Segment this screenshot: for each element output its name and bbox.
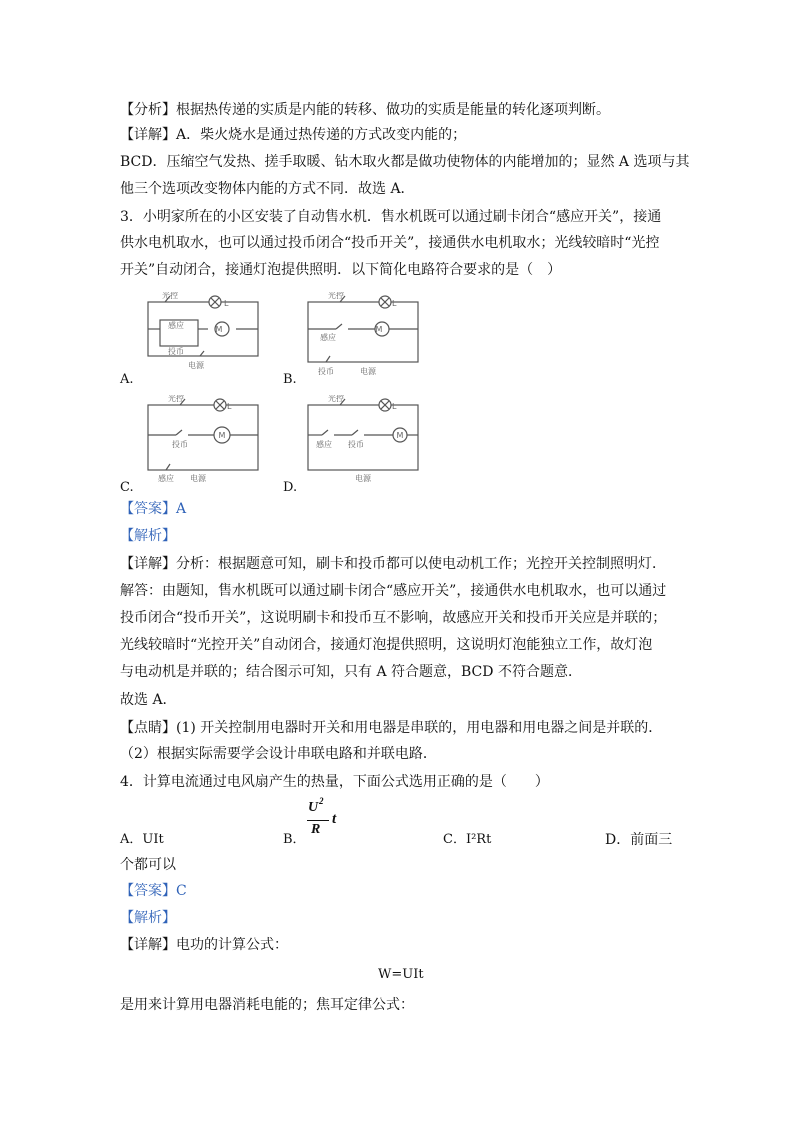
question-3-line: 开关”自动闭合，接通灯泡提供照明．以下简化电路符合要求的是（ ） — [120, 262, 562, 278]
detail-line: 光线较暗时“光控开关”自动闭合，接通灯泡提供照明，这说明灯泡能独立工作，故灯泡 — [120, 637, 653, 653]
analysis-label: 【解析】 — [120, 910, 176, 926]
fraction-u2-over-r-t — [307, 796, 347, 840]
circuit-diagram-d — [300, 395, 430, 485]
option-d: D. — [283, 480, 298, 495]
lamp-label: L — [224, 299, 229, 308]
fraction-denominator: R — [311, 822, 321, 837]
text-line: 他三个选项改变物体内能的方式不同．故选 A． — [120, 181, 415, 197]
fraction-t: t — [332, 811, 337, 827]
answer-label: 【答案】A — [120, 501, 187, 517]
lamp-label: L — [392, 299, 397, 308]
fraction-superscript: 2 — [319, 796, 324, 806]
q4-option-b: B． — [283, 832, 306, 847]
detail-line: 【详解】电功的计算公式： — [120, 937, 288, 953]
label-ganying: 感应 — [168, 321, 184, 330]
motor-symbol: M — [218, 431, 226, 440]
lamp-label: L — [227, 402, 232, 411]
detail-line: 【详解】分析：根据题意可知，刷卡和投币都可以使电动机工作；光控开关控制照明灯． — [120, 556, 666, 572]
option-c: C. — [120, 480, 134, 495]
question-4-line: 4．计算电流通过电风扇产生的热量，下面公式选用正确的是（ ） — [120, 774, 549, 790]
label-dianyuan: 电源 — [188, 361, 204, 370]
circuit-diagram-c — [140, 395, 270, 485]
tip-line: 【点睛】(1) 开关控制用电器时开关和用电器是串联的，用电器和用电器之间是并联的． — [120, 720, 663, 736]
question-3-line: 供水电机取水，也可以通过投币闭合“投币开关”，接通供水电机取水；光线较暗时“光控 — [120, 235, 660, 251]
label-guangkong: 光控 — [168, 395, 184, 403]
label-toubi: 投币 — [348, 440, 364, 449]
motor-symbol: M — [375, 325, 383, 334]
circuit-diagram-b — [300, 292, 430, 382]
label-toubi: 投币 — [318, 367, 334, 376]
detail-line: 与电动机是并联的；结合图示可知，只有 A 符合题意，BCD 不符合题意． — [120, 664, 582, 680]
detail-line: 故选 A． — [120, 692, 177, 708]
circuit-diagram-a — [140, 292, 270, 372]
label-guangkong: 光控 — [162, 292, 178, 300]
q4-option-a: A．UIt — [120, 832, 164, 847]
label-dianyuan: 电源 — [355, 474, 371, 483]
q4-option-d: D．前面三 — [605, 832, 673, 848]
analysis-line: 【分析】根据热传递的实质是内能的转移、做功的实质是能量的转化逐项判断。 — [120, 102, 610, 118]
motor-symbol: M — [396, 431, 404, 440]
lamp-label: L — [392, 402, 397, 411]
tip-line: （2）根据实际需要学会设计串联电路和并联电路． — [120, 746, 437, 762]
detail-line: 解答：由题知，售水机既可以通过刷卡闭合“感应开关”，接通供水电机取水，也可以通过 — [120, 583, 667, 599]
q4-option-c: C．I²Rt — [443, 832, 492, 847]
label-dianyuan: 电源 — [190, 474, 206, 483]
analysis-label: 【解析】 — [120, 528, 176, 544]
label-toubi: 投币 — [168, 347, 184, 356]
motor-symbol: M — [215, 325, 223, 334]
question-3-line: 3．小明家所在的小区安装了自动售水机．售水机既可以通过刷卡闭合“感应开关”，接通 — [120, 209, 662, 225]
option-b: B. — [283, 372, 297, 387]
label-guangkong: 光控 — [328, 292, 344, 300]
detail-line: 【详解】A．柴火烧水是通过热传递的方式改变内能的； — [120, 127, 467, 143]
q4-option-d-continued: 个都可以 — [120, 857, 176, 873]
formula-w-uit: W=UIt — [378, 967, 424, 982]
detail-line: 是用来计算用电器消耗电能的；焦耳定律公式： — [120, 997, 414, 1013]
label-guangkong: 光控 — [328, 395, 344, 403]
label-ganying: 感应 — [320, 333, 336, 342]
label-ganying: 感应 — [316, 440, 332, 449]
detail-line: 投币闭合“投币开关”，这说明刷卡和投币互不影响，故感应开关和投币开关应是并联的； — [120, 610, 667, 626]
answer-label: 【答案】C — [120, 883, 187, 899]
option-a: A. — [120, 372, 134, 387]
text-line: BCD．压缩空气发热、搓手取暖、钻木取火都是做功使物体的内能增加的；显然 A 选项与其 — [120, 154, 690, 170]
label-dianyuan: 电源 — [360, 367, 376, 376]
fraction-numerator: U — [308, 800, 319, 815]
label-ganying: 感应 — [158, 474, 174, 483]
label-toubi: 投币 — [172, 440, 188, 449]
